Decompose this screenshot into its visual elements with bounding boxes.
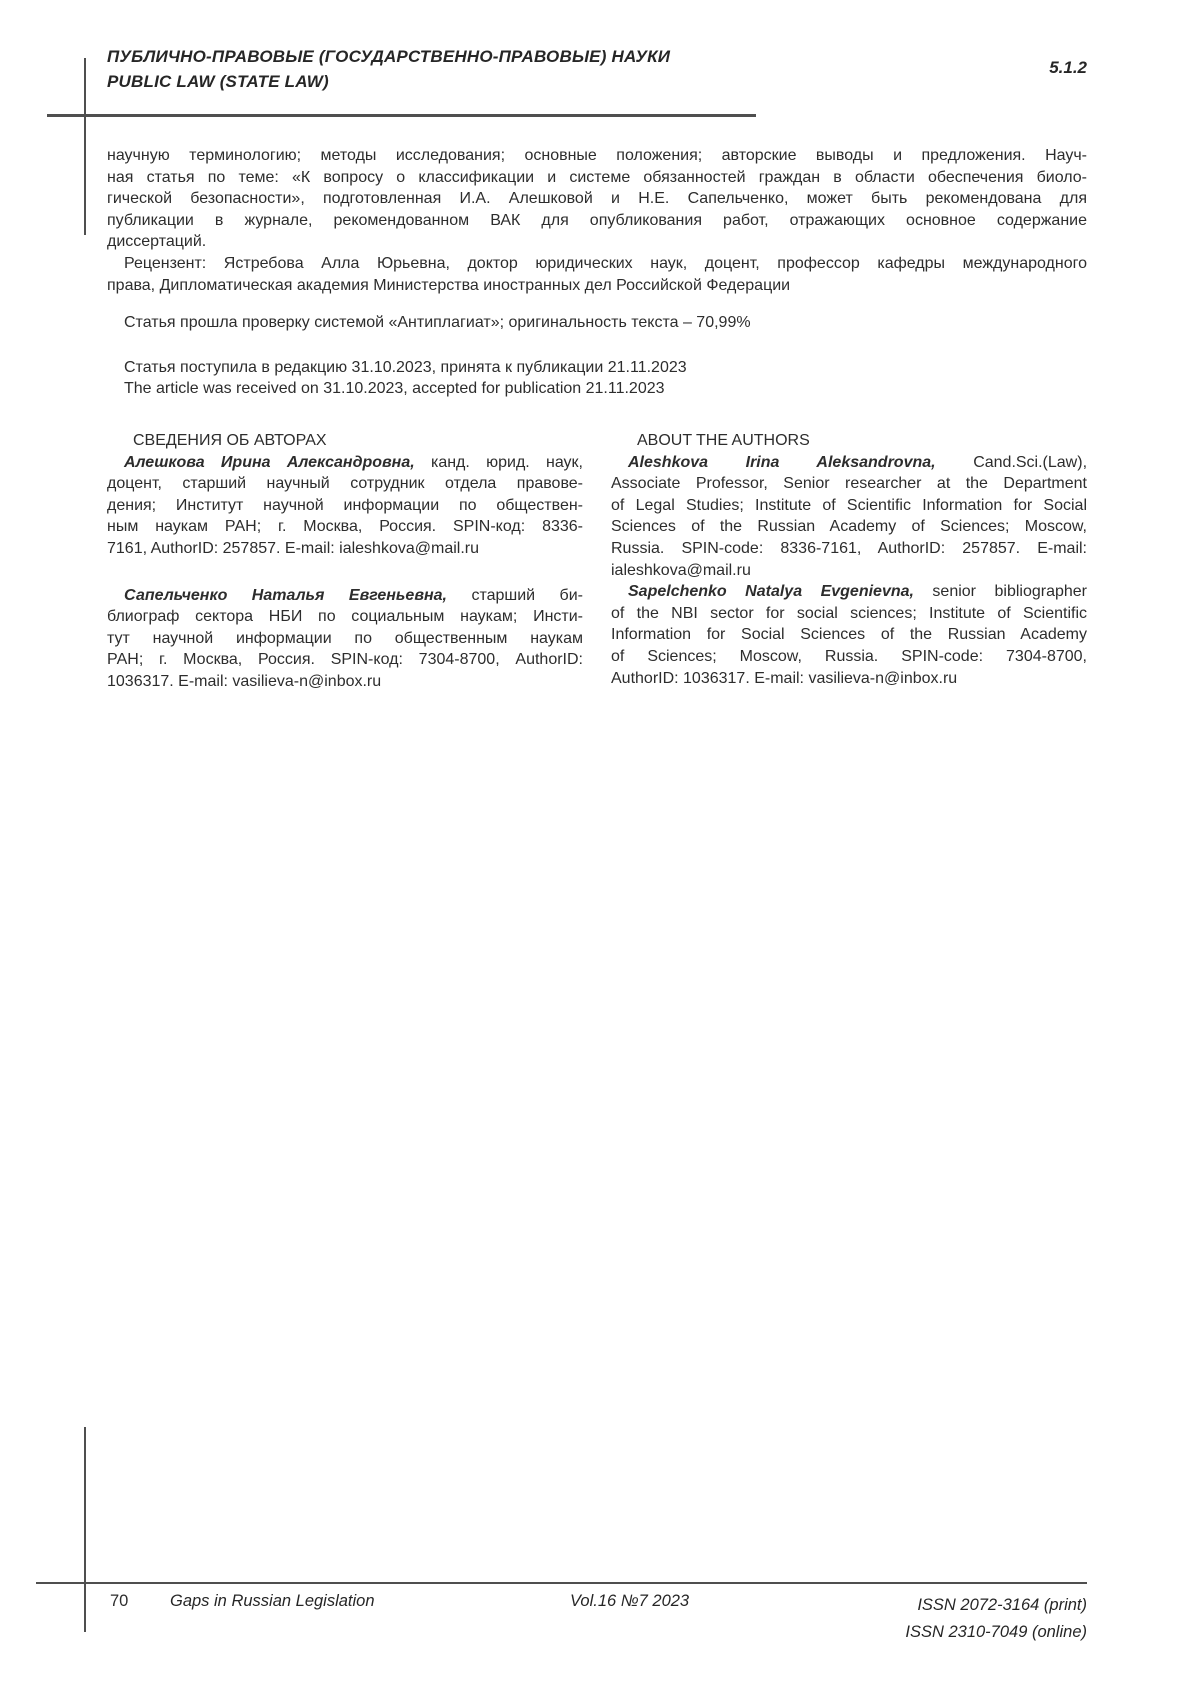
issn-print: ISSN 2072-3164 (print) xyxy=(917,1596,1087,1614)
authors-ru-heading: СВЕДЕНИЯ ОБ АВТОРАХ xyxy=(133,432,327,449)
header-rule xyxy=(47,114,756,117)
text-line: публикации в журнале, рекомендованном ВАК для опубликования работ, отражающих основное содержание xyxy=(107,211,1087,229)
text-line: Associate Professor, Senior researcher at the Department xyxy=(611,475,1087,493)
text-line: Статья поступила в редакцию 31.10.2023, принята к публикации 21.11.2023 xyxy=(124,358,687,376)
text-line: тут научной информации по общественным наукам xyxy=(107,629,583,647)
footer-margin-rule xyxy=(84,1427,86,1632)
text-line: блиограф сектора НБИ по социальным наукам; Инсти- xyxy=(107,608,583,626)
text-line: Information for Social Sciences of the Russian Academy xyxy=(611,626,1087,644)
author-en-aleshkova xyxy=(611,452,1087,582)
conclusion-paragraph xyxy=(107,145,1087,253)
text-line: ная статья по теме: «К вопросу о классификации и системе обязанностей граждан в области обеспечения биоло- xyxy=(107,168,1087,186)
text-line: гической безопасности», подготовленная И.А. Алешковой и Н.Е. Сапельченко, может быть рекомендована для xyxy=(107,190,1087,208)
author-ru-aleshkova xyxy=(107,452,583,560)
antiplagiarism-note xyxy=(107,312,1087,334)
page-number: 70 xyxy=(110,1592,129,1610)
text-line: Статья прошла проверку системой «Антиплагиат»; оригинальность текста – 70,99% xyxy=(124,314,751,332)
authors-en-column xyxy=(611,430,1087,693)
text-line: Sciences of the Russian Academy of Sciences; Moscow, xyxy=(611,518,1087,536)
author-name: Sapelchenko Natalya Evgenievna, xyxy=(628,583,914,601)
authors-en-heading: ABOUT THE AUTHORS xyxy=(637,432,810,449)
volume-issue: Vol.16 №7 2023 xyxy=(570,1592,690,1610)
text-line: of Legal Studies; Institute of Scientific Information for Social xyxy=(611,496,1087,514)
author-name: Алешкова Ирина Александровна, xyxy=(124,453,415,471)
author-en-sapelchenko xyxy=(611,581,1087,689)
author-name: Aleshkova Irina Aleksandrovna, xyxy=(628,453,936,471)
specialty-code: 5.1.2 xyxy=(1049,58,1087,77)
text-line: диссертаций. xyxy=(107,233,207,251)
text-line: Алешкова Ирина Александровна, канд. юрид. наук, xyxy=(124,453,583,471)
issn-online: ISSN 2310-7049 (online) xyxy=(905,1623,1087,1641)
authors-ru-column xyxy=(107,430,583,693)
text-line: AuthorID: 1036317. E-mail: vasilieva-n@inbox.ru xyxy=(611,669,958,687)
text-line: Russia. SPIN-code: 8336-7161, AuthorID: 257857. E-mail: xyxy=(611,539,1087,557)
text-line: Sapelchenko Natalya Evgenievna, senior bibliographer xyxy=(628,583,1087,601)
text-line: ным наукам РАН; г. Москва, Россия. SPIN-код: 8336- xyxy=(107,518,583,536)
text-line: The article was received on 31.10.2023, accepted for publication 21.11.2023 xyxy=(124,380,665,398)
received-dates xyxy=(107,357,1087,400)
footer-rule xyxy=(36,1582,1087,1584)
text-line: ialeshkova@mail.ru xyxy=(611,561,751,579)
text-line: of the NBI sector for social sciences; Institute of Scientific xyxy=(611,604,1087,622)
rubric-title-en: PUBLIC LAW (STATE LAW) xyxy=(107,72,329,91)
text-line: Aleshkova Irina Aleksandrovna, Cand.Sci.(Law), xyxy=(628,453,1088,471)
author-ru-sapelchenko xyxy=(107,585,583,693)
text-line: 7161, AuthorID: 257857. E-mail: ialeshkova@mail.ru xyxy=(107,539,479,557)
top-margin-rule xyxy=(84,58,86,235)
page-header xyxy=(107,44,867,94)
text-line: права, Дипломатическая академия Министерства иностранных дел Российской Федерации xyxy=(107,276,791,294)
article-body xyxy=(107,145,1087,400)
text-line: of Sciences; Moscow, Russia. SPIN-code: 7304-8700, xyxy=(611,647,1087,665)
rubric-title-ru: ПУБЛИЧНО-ПРАВОВЫЕ (ГОСУДАРСТВЕННО-ПРАВОВЫЕ) НАУКИ xyxy=(107,47,671,66)
text-line: 1036317. E-mail: vasilieva-n@inbox.ru xyxy=(107,672,382,690)
text-line: Сапельченко Наталья Евгеньевна, старший би- xyxy=(124,586,583,604)
text-line: научную терминологию; методы исследования; основные положения; авторские выводы и предложения. Науч- xyxy=(107,147,1087,164)
reviewer-paragraph xyxy=(107,253,1087,296)
text-line: РАН; г. Москва, Россия. SPIN-код: 7304-8700, AuthorID: xyxy=(107,651,583,669)
text-line: Рецензент: Ястребова Алла Юрьевна, доктор юридических наук, доцент, профессор кафедры международного xyxy=(124,254,1087,272)
author-name: Сапельченко Наталья Евгеньевна, xyxy=(124,586,447,604)
journal-title: Gaps in Russian Legislation xyxy=(170,1592,375,1610)
issn-block xyxy=(905,1592,1087,1646)
text-line: доцент, старший научный сотрудник отдела правове- xyxy=(107,475,583,493)
authors-section xyxy=(107,430,1087,693)
text-line: дения; Институт научной информации по обществен- xyxy=(107,496,583,514)
